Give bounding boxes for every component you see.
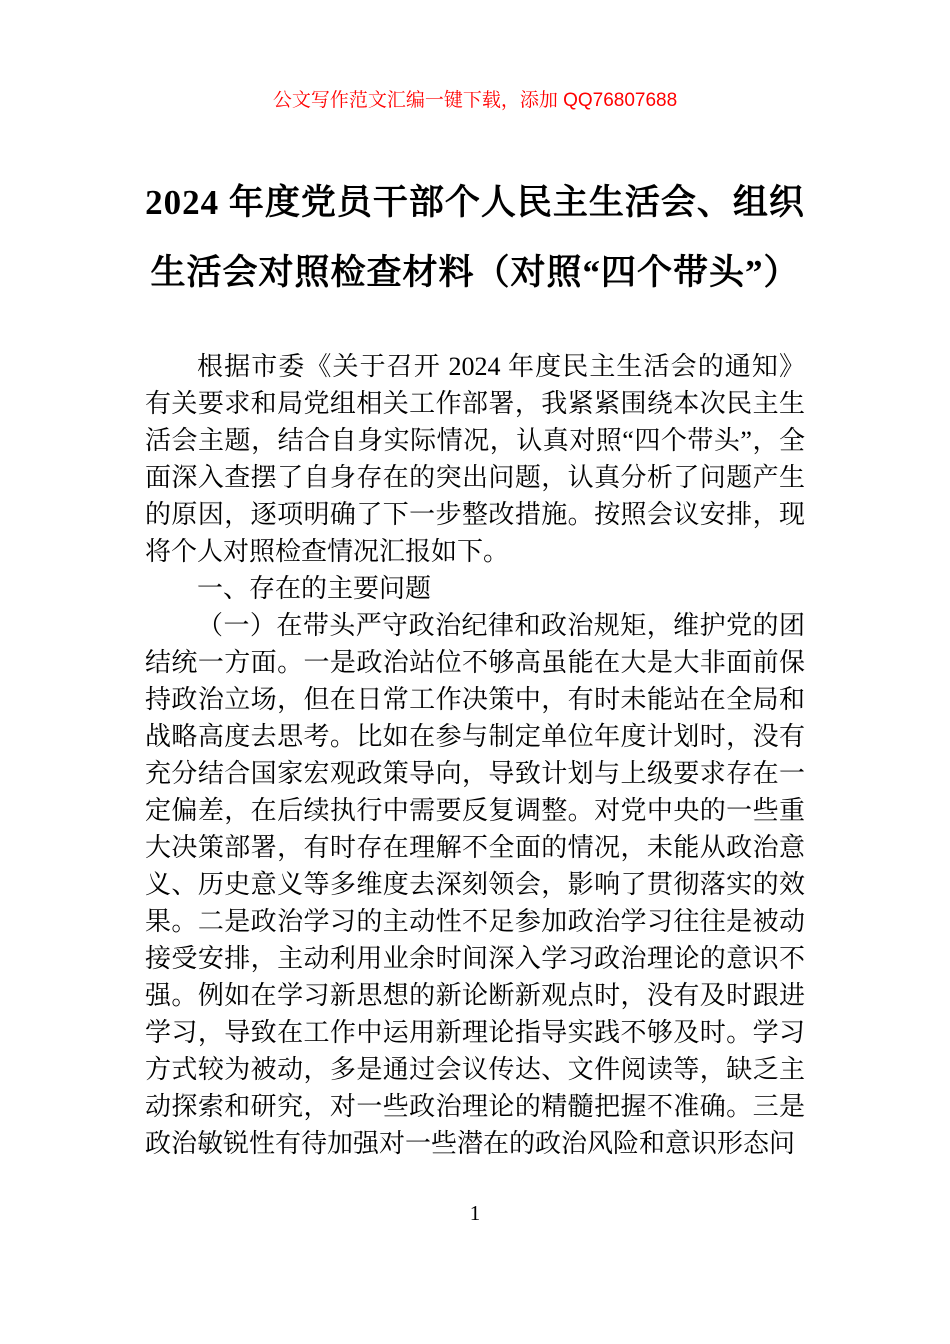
- page-number: 1: [469, 1201, 481, 1225]
- paragraph-intro: 根据市委《关于召开 2024 年度民主生活会的通知》有关要求和局党组相关工作部署，我紧紧围绕本次民主生活会主题，结合自身实际情况，认真对照“四个带头”，全面深入查摆了自身存在的突出问题，认真分析了问题产生的原因，逐项明确了下一步整改措施。按照会议安排，现将个人对照检查情况汇报如下。: [145, 352, 805, 566]
- document-body: [145, 348, 805, 1162]
- document-title: 2024 年度党员干部个人民主生活会、组织生活会对照检查材料（对照“四个带头”）: [145, 183, 805, 292]
- section-heading-main-problems: 一、存在的主要问题: [197, 574, 432, 603]
- header-promo-notice: 公文写作范文汇编一键下载，添加 QQ76807688: [272, 90, 678, 111]
- paragraph-section-one: （一）在带头严守政治纪律和政治规矩，维护党的团结统一方面。一是政治站位不够高虽能在大是大非面前保持政治立场，但在日常工作决策中，有时未能站在全局和战略高度去思考。比如在参与制定单位年度计划时，没有充分结合国家宏观政策导向，导致计划与上级要求存在一定偏差，在后续执行中需要反复调整。对党中央的一些重大决策部署，有时存在理解不全面的情况，未能从政治意义、历史意义等多维度去深刻领会，影响了贯彻落实的效果。二是政治学习的主动性不足参加政治学习往往是被动接受安排，主动利用业余时间深入学习政治理论的意识不强。例如在学习新思想的新论断新观点时，没有及时跟进学习，导致在工作中运用新理论指导实践不够及时。学习方式较为被动，多是通过会议传达、文件阅读等，缺乏主动探索和研究，对一些政治理论的精髓把握不准确。三是政治敏锐性有待加强对一些潜在的政治风险和意识形态问: [145, 611, 805, 1158]
